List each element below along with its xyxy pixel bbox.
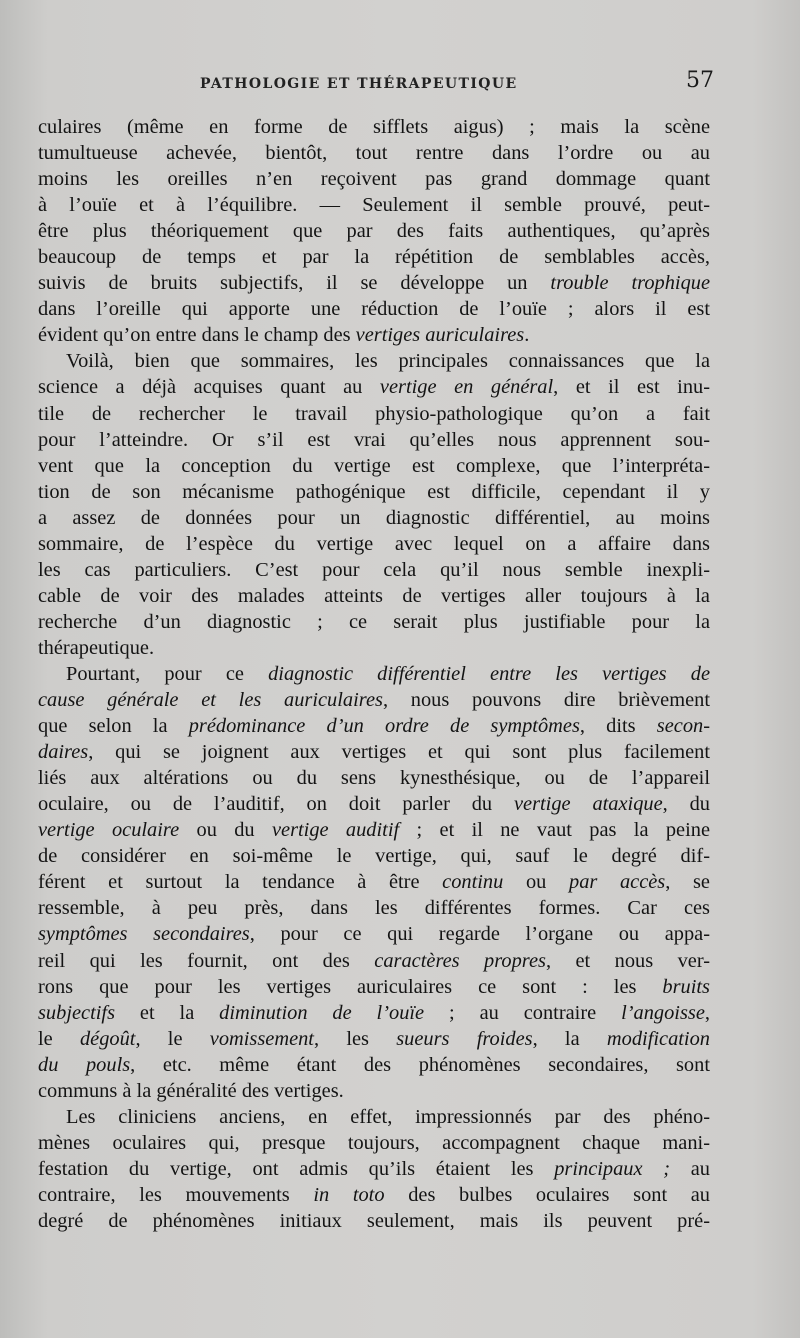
text-segment: contraire, les mouvements (38, 1183, 314, 1206)
italic-text: l’angoisse (621, 1001, 705, 1024)
text-segment: sommaire, de l’espèce du vertige avec lequel on a affaire dans (38, 532, 710, 555)
text-line (38, 427, 710, 453)
text-segment: être plus théoriquement que par des faits authentiques, qu’après (38, 220, 710, 243)
text-segment: ; et il ne vaut pas la peine (399, 819, 710, 842)
text-line (38, 1052, 710, 1078)
text-segment: à l’ouïe et à l’équilibre. — Seulement il semble prouvé, peut- (38, 194, 710, 217)
italic-text: cause générale et les auriculaires (38, 689, 383, 712)
italic-text: continu (442, 871, 504, 894)
text-line (38, 296, 710, 322)
text-segment: férent et surtout la tendance à être (38, 871, 443, 894)
text-line (38, 322, 710, 348)
text-segment: , dits (579, 715, 657, 738)
text-line (38, 1208, 710, 1234)
text-line (38, 270, 710, 296)
text-segment: . (524, 324, 530, 347)
text-segment: communs à la généralité des vertiges. (38, 1079, 344, 1102)
italic-text: vertige ataxique (513, 793, 663, 816)
italic-text: subjectifs (38, 1001, 116, 1024)
text-line (38, 661, 710, 687)
text-segment: Les cliniciens anciens, en effet, impressionnés par des phéno- (66, 1105, 710, 1128)
text-segment: festation du vertige, ont admis qu’ils étaient les (38, 1157, 555, 1180)
italic-text: diagnostic différentiel entre les vertiges de (268, 662, 710, 685)
text-segment: des bulbes oculaires sont au (384, 1183, 710, 1206)
text-line (38, 1156, 710, 1182)
text-line (38, 583, 710, 609)
text-segment: ou du (179, 819, 272, 842)
text-line (38, 531, 710, 557)
text-segment: recherche d’un diagnostic ; ce serait plus justifiable pour la (38, 610, 710, 633)
text-line (38, 218, 710, 244)
text-line (38, 635, 710, 661)
text-line (38, 557, 710, 583)
text-segment: de considérer en soi-même le vertige, qui, sauf le degré dif- (38, 845, 710, 868)
body-text (38, 114, 710, 1234)
italic-text: diminution de l’ouïe (219, 1001, 425, 1024)
text-segment: cable de voir des malades atteints de vertiges aller toujours à la (38, 584, 710, 607)
text-segment: rons que pour les vertiges auriculaires ce sont : les (38, 975, 663, 998)
text-line (38, 1182, 710, 1208)
text-line (38, 1078, 710, 1104)
text-line (38, 505, 710, 531)
text-line (38, 817, 710, 843)
text-segment: , se (665, 871, 710, 894)
italic-text: trouble trophique (550, 272, 710, 295)
text-segment: , et nous ver- (545, 949, 710, 972)
text-line (38, 166, 710, 192)
text-segment: liés aux altérations ou du sens kynesthésique, ou de l’appareil (38, 767, 710, 790)
text-line (38, 869, 710, 895)
text-line (38, 192, 710, 218)
italic-text: vomissement (209, 1027, 314, 1050)
text-segment: , les (313, 1027, 397, 1050)
text-segment: vent que la conception du vertige est complexe, que l’interpréta- (38, 454, 710, 477)
text-segment: les cas particuliers. C’est pour cela qu’il nous semble inexpli- (38, 558, 710, 581)
text-line (38, 948, 710, 974)
text-segment: ressemble, à peu près, dans les différentes formes. Car ces (38, 897, 710, 920)
text-segment: pour l’atteindre. Or s’il est vrai qu’elles nous apprennent sou- (38, 428, 710, 451)
italic-text: vertige oculaire (38, 819, 180, 842)
text-segment: que selon la (38, 715, 189, 738)
text-segment: évident qu’on entre dans le champ des (38, 324, 356, 347)
text-segment: et la (115, 1001, 220, 1024)
text-segment: , le (135, 1027, 210, 1050)
italic-text: dégoût (79, 1027, 136, 1050)
text-line (38, 1130, 710, 1156)
italic-text: vertige en général (379, 376, 554, 399)
page-number: 57 (686, 68, 714, 93)
text-segment: le (38, 1027, 80, 1050)
text-segment: Voilà, bien que sommaires, les principales connaissances que la (66, 350, 710, 373)
text-segment: , qui se joignent aux vertiges et qui sont plus facilement (88, 741, 710, 764)
text-line (38, 687, 710, 713)
text-segment: mènes oculaires qui, presque toujours, accompagnent chaque mani- (38, 1131, 710, 1154)
text-segment: , la (532, 1027, 607, 1050)
text-line (38, 609, 710, 635)
text-line (38, 974, 710, 1000)
text-segment: tion de son mécanisme pathogénique est difficile, cependant il y (38, 480, 710, 503)
text-segment: thérapeutique. (38, 636, 155, 659)
italic-text: daires (38, 741, 89, 764)
text-segment: au (670, 1157, 710, 1180)
text-line (38, 479, 710, 505)
text-segment: degré de phénomènes initiaux seulement, mais ils peuvent pré- (38, 1209, 710, 1232)
text-line (38, 713, 710, 739)
text-line (38, 453, 710, 479)
italic-text: par accès (569, 871, 666, 894)
text-line (38, 895, 710, 921)
text-line (38, 114, 710, 140)
text-segment: beaucoup de temps et par la répétition de semblables accès, (38, 246, 710, 269)
text-line (38, 140, 710, 166)
text-segment: oculaire, ou de l’auditif, on doit parler du (38, 793, 514, 816)
italic-text: du pouls (38, 1053, 131, 1076)
text-segment: a assez de données pour un diagnostic différentiel, au moins (38, 506, 710, 529)
text-segment: moins les oreilles n’en reçoivent pas grand dommage quant (38, 168, 710, 191)
text-segment: ou (503, 871, 569, 894)
text-segment: , pour ce qui regarde l’organe ou appa- (249, 923, 710, 946)
text-segment: , etc. même étant des phénomènes secondaires, sont (130, 1053, 710, 1076)
text-line (38, 1026, 710, 1052)
text-segment: , du (662, 793, 710, 816)
italic-text: caractères propres (374, 949, 546, 972)
text-segment: , et il est inu- (553, 376, 710, 399)
text-line (38, 765, 710, 791)
text-line (38, 791, 710, 817)
italic-text: vertiges auriculaires (355, 324, 525, 347)
text-line (38, 348, 710, 374)
text-line (38, 843, 710, 869)
italic-text: modification (606, 1027, 710, 1050)
running-title: PATHOLOGIE ET THÉRAPEUTIQUE (200, 76, 518, 92)
text-segment: ; au contraire (424, 1001, 622, 1024)
text-segment: tile de rechercher le travail physio-pathologique qu’on a fait (38, 402, 710, 425)
text-segment: tumultueuse achevée, bientôt, tout rentre dans l’ordre ou au (38, 142, 710, 165)
page-header (44, 68, 714, 98)
italic-text: prédominance d’un ordre de symptômes (188, 715, 580, 738)
text-line (38, 401, 710, 427)
text-line (38, 244, 710, 270)
text-segment: science a déjà acquises quant au (38, 376, 380, 399)
text-segment: , (704, 1001, 710, 1024)
text-line (38, 739, 710, 765)
italic-text: secon- (656, 715, 710, 738)
italic-text: principaux ; (554, 1157, 671, 1180)
italic-text: vertige auditif (271, 819, 400, 842)
text-line (38, 921, 710, 947)
text-segment: reil qui les fournit, ont des (38, 949, 375, 972)
text-line (38, 1000, 710, 1026)
text-line (38, 1104, 710, 1130)
text-segment: , nous pouvons dire brièvement (382, 689, 710, 712)
text-segment: suivis de bruits subjectifs, il se développe un (38, 272, 551, 295)
italic-text: bruits (662, 975, 710, 998)
text-segment: culaires (même en forme de sifflets aigus) ; mais la scène (38, 116, 710, 138)
italic-text: sueurs froides (396, 1027, 533, 1050)
text-segment: dans l’oreille qui apporte une réduction de l’ouïe ; alors il est (38, 298, 710, 321)
text-line (38, 374, 710, 400)
italic-text: symptômes secondaires (38, 923, 250, 946)
text-segment: Pourtant, pour ce (66, 662, 269, 685)
italic-text: in toto (313, 1183, 385, 1206)
